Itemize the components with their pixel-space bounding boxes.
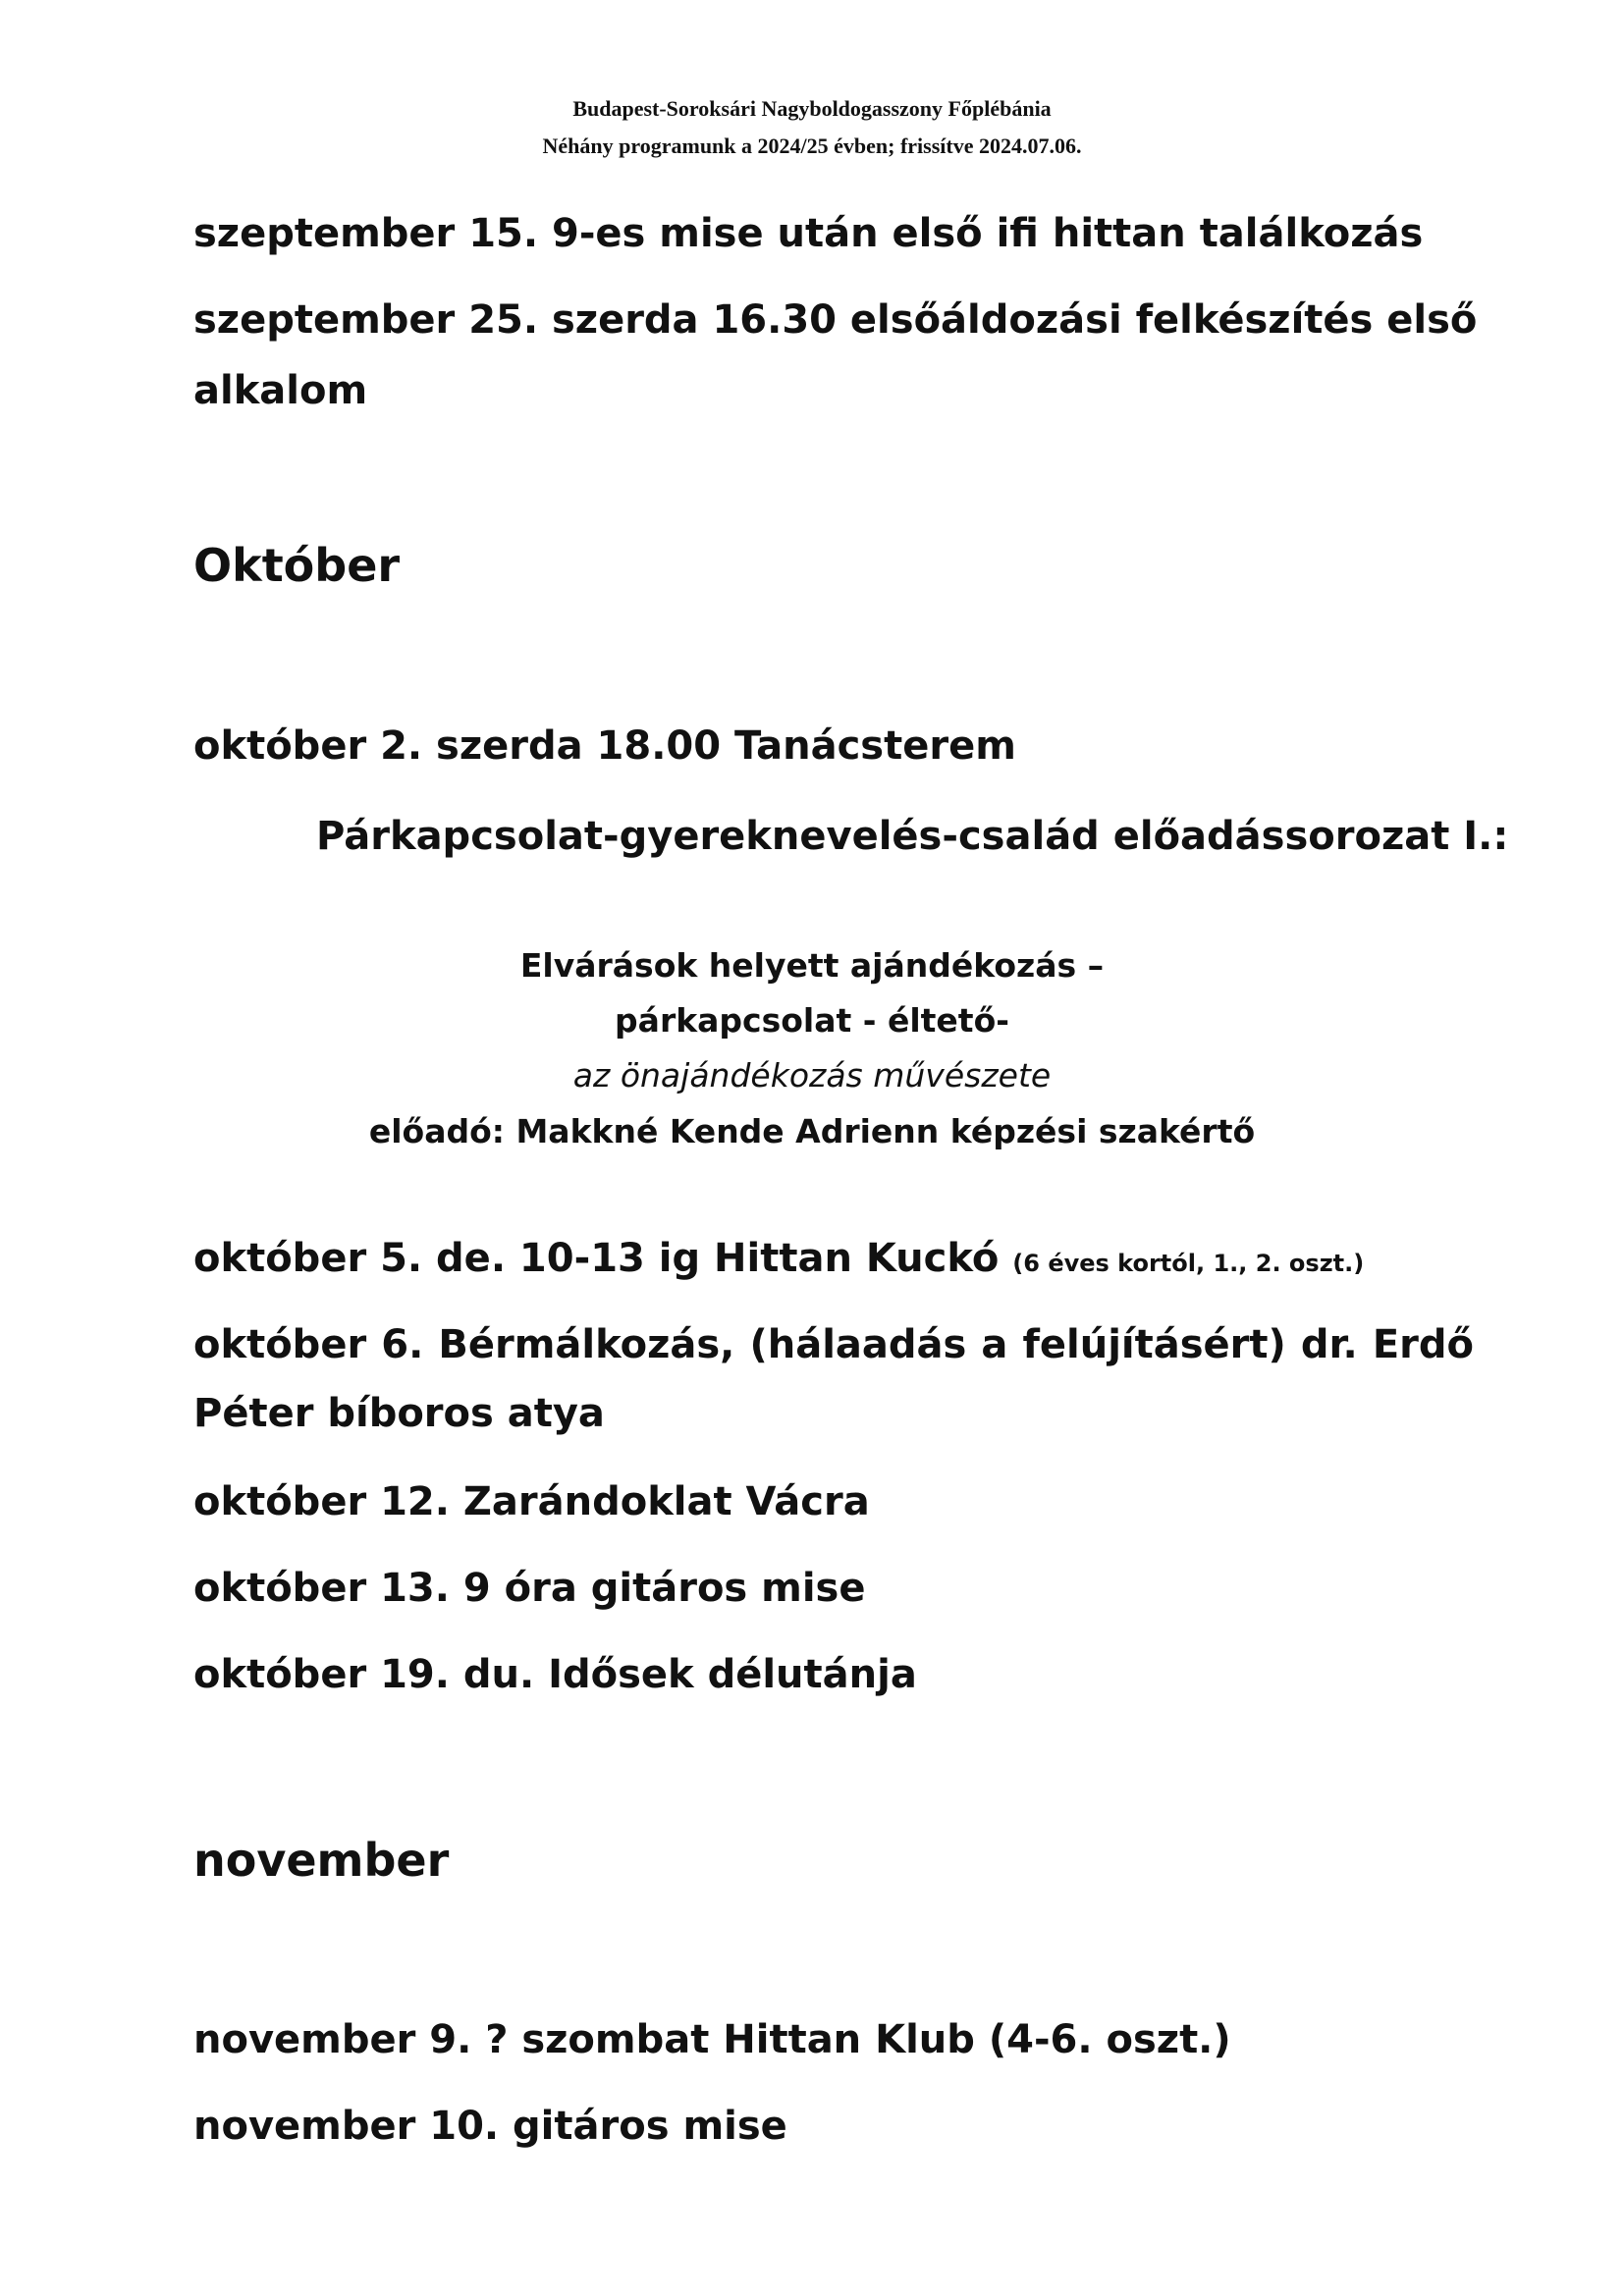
lecture-series-title: Párkapcsolat-gyereknevelés-család előadássorozat I.:	[316, 814, 1509, 859]
lecture-subtitle: az önajándékozás művészete	[572, 1056, 1052, 1095]
document-subtitle: Néhány programunk a 2024/25 évben; frissítve 2024.07.06.	[542, 133, 1082, 158]
event-nov-10: november 10. gitáros mise	[193, 2104, 787, 2149]
event-sep-25-line1: szeptember 25. szerda 16.30 elsőáldozási felkészítés első	[193, 297, 1478, 343]
event-oct-5-main: október 5. de. 10-13 ig Hittan Kuckó	[193, 1236, 1013, 1281]
month-heading-november: november	[193, 1834, 450, 1887]
lecture-title-line2: párkapcsolat - éltető-	[615, 1001, 1009, 1040]
event-sep-25-line2: alkalom	[193, 368, 368, 413]
event-oct-2: október 2. szerda 18.00 Tanácsterem	[193, 723, 1016, 769]
event-oct-5-note: (6 éves kortól, 1., 2. oszt.)	[1012, 1250, 1365, 1277]
event-oct-12: október 12. Zarándoklat Vácra	[193, 1479, 870, 1524]
event-oct-19: október 19. du. Idősek délutánja	[193, 1652, 917, 1697]
event-oct-6-line2: Péter bíboros atya	[193, 1391, 605, 1436]
event-oct-5	[193, 1236, 1365, 1281]
lecture-title-line1: Elvárások helyett ajándékozás –	[519, 946, 1105, 985]
event-oct-13: október 13. 9 óra gitáros mise	[193, 1566, 866, 1611]
parish-name: Budapest-Soroksári Nagyboldogasszony Főplébánia	[572, 96, 1052, 121]
lecture-speaker: előadó: Makkné Kende Adrienn képzési szakértő	[368, 1112, 1256, 1150]
event-oct-6-line1: október 6. Bérmálkozás, (hálaadás a felújításért) dr. Erdő	[193, 1322, 1474, 1367]
event-sep-15: szeptember 15. 9-es mise után első ifi hittan találkozás	[193, 211, 1424, 256]
month-heading-october: Október	[193, 539, 401, 592]
event-nov-9: november 9. ? szombat Hittan Klub (4-6. oszt.)	[193, 2017, 1231, 2062]
